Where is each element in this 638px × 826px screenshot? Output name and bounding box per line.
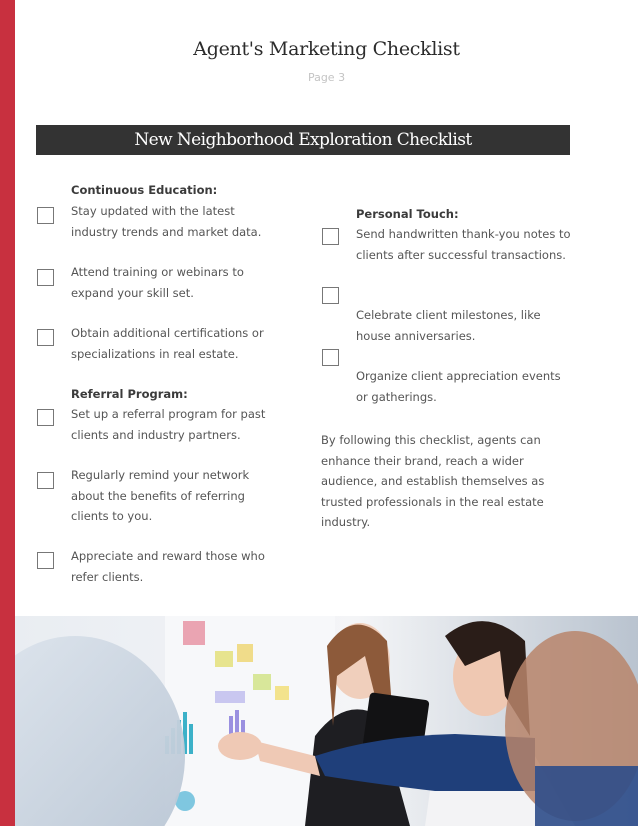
checklist-item-text: Organize client appreciation events or gatherings. (356, 369, 561, 404)
checkbox-personal-2[interactable] (322, 287, 339, 304)
checkbox-education-1[interactable] (37, 207, 54, 224)
left-accent-bar (0, 0, 15, 826)
checkbox-education-3[interactable] (37, 329, 54, 346)
checkbox-referral-2[interactable] (37, 472, 54, 489)
personal-touch-heading: Personal Touch: (356, 207, 459, 221)
checklist-item-text: Attend training or webinars to expand your skill set. (71, 265, 244, 300)
checklist-item-text: Obtain additional certifications or specializations in real estate. (71, 326, 264, 361)
referral-heading: Referral Program: (71, 387, 188, 401)
document-title: Agent's Marketing Checklist (193, 38, 460, 60)
checklist-item-text: Send handwritten thank-you notes to clients after successful transactions. (356, 227, 571, 262)
checklist-item-text: Celebrate client milestones, like house anniversaries. (356, 308, 541, 343)
checklist-item-text: Regularly remind your network about the benefits of referring clients to you. (71, 468, 250, 523)
page-number: Page 3 (307, 71, 346, 84)
checklist-item-text: Set up a referral program for past clients and industry partners. (71, 407, 266, 442)
checkbox-personal-1[interactable] (322, 228, 339, 245)
closing-paragraph: By following this checklist, agents can enhance their brand, reach a wider audience, and establish themselves as trusted professionals in the real estate industry. (321, 433, 545, 529)
checkbox-personal-3[interactable] (322, 349, 339, 366)
team-meeting-photo (15, 616, 638, 826)
checkbox-referral-3[interactable] (37, 552, 54, 569)
education-heading: Continuous Education: (71, 183, 218, 197)
checkbox-education-2[interactable] (37, 269, 54, 286)
section-banner: New Neighborhood Exploration Checklist (36, 125, 570, 155)
checkbox-referral-1[interactable] (37, 409, 54, 426)
checklist-item-text: Stay updated with the latest industry trends and market data. (71, 204, 262, 239)
checklist-item-text: Appreciate and reward those who refer clients. (71, 549, 265, 584)
